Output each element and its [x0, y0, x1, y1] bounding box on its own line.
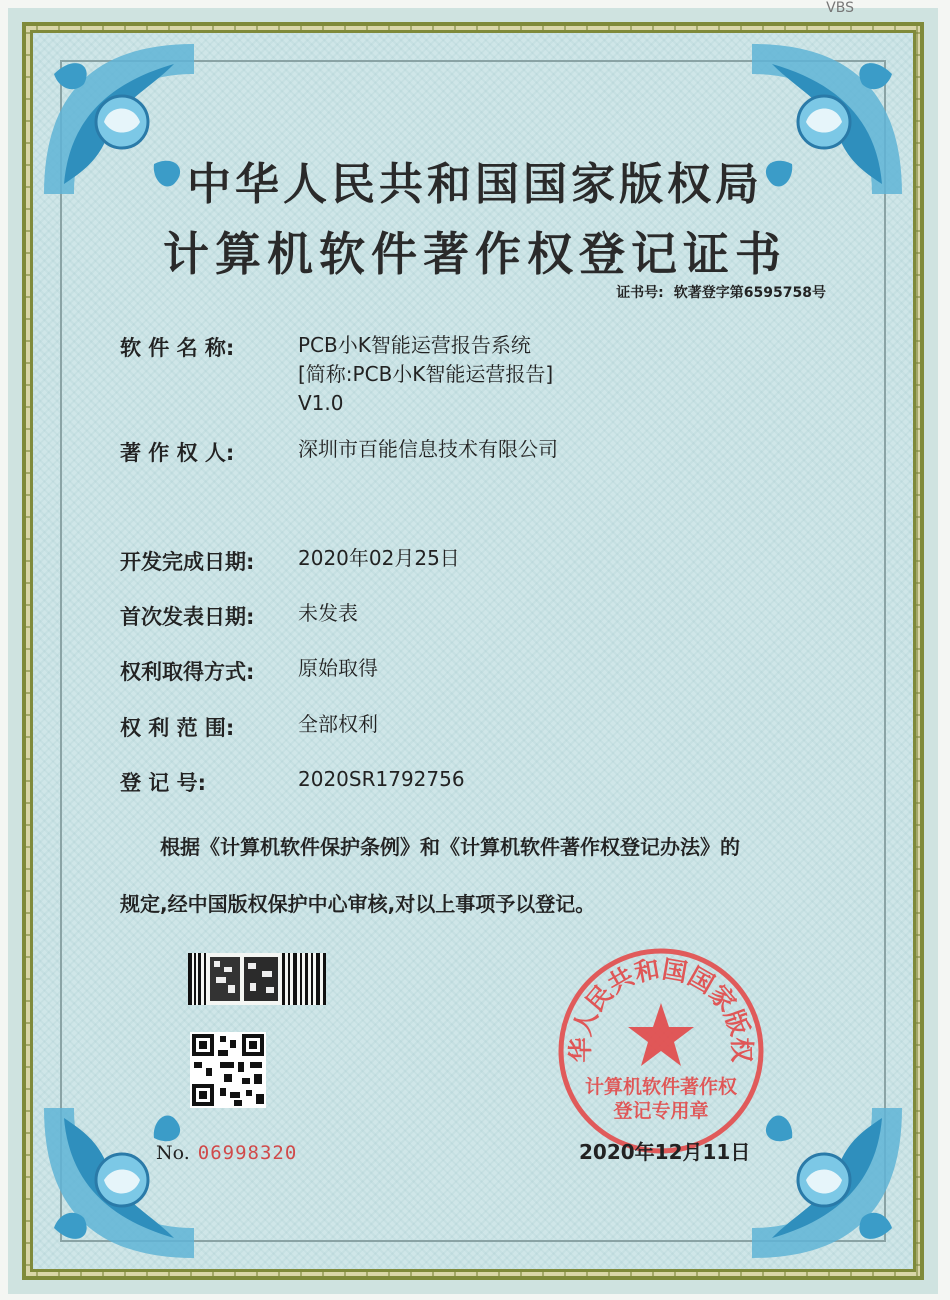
software-name-line2: [简称:PCB小K智能运营报告] — [298, 362, 554, 386]
registration-number-label: 登 记 号: — [120, 771, 207, 795]
legal-basis-line2: 规定,经中国版权保护中心审核,对以上事项予以登记。 — [120, 892, 596, 916]
seal-line2: 登记专用章 — [613, 1100, 709, 1122]
software-name-label: 软 件 名 称: — [120, 336, 235, 360]
serial-number-value: 06998320 — [197, 1142, 298, 1164]
serial-number — [156, 1142, 297, 1164]
issuer-title: 中华人民共和国国家版权局 — [187, 159, 763, 210]
barcode-icon — [188, 953, 326, 1005]
copyright-owner-label: 著 作 权 人: — [120, 441, 235, 465]
copyright-owner-value: 深圳市百能信息技术有限公司 — [298, 437, 558, 461]
acquisition-value: 原始取得 — [298, 656, 378, 680]
certificate-number-value: 软著登字第6595758号 — [673, 285, 826, 301]
corner-ornament-icon — [742, 1098, 912, 1268]
serial-number-label: No. — [156, 1142, 190, 1164]
official-seal-icon — [555, 945, 767, 1157]
completion-date-label: 开发完成日期: — [120, 550, 255, 574]
registration-number-value: 2020SR1792756 — [298, 767, 465, 791]
scope-label: 权 利 范 围: — [120, 716, 235, 740]
acquisition-label: 权利取得方式: — [120, 660, 255, 684]
corner-ornament-icon — [34, 1098, 204, 1268]
corner-handwritten-mark: VBS — [826, 0, 854, 16]
first-publish-label: 首次发表日期: — [120, 605, 255, 629]
software-version: V1.0 — [298, 391, 344, 415]
document-title: 计算机软件著作权登记证书 — [163, 227, 787, 281]
scope-value: 全部权利 — [298, 712, 378, 736]
first-publish-value: 未发表 — [298, 601, 358, 625]
software-name-line1: PCB小K智能运营报告系统 — [298, 333, 531, 357]
completion-date-value: 2020年02月25日 — [298, 546, 460, 570]
legal-basis-line1: 根据《计算机软件保护条例》和《计算机软件著作权登记办法》的 — [160, 835, 740, 859]
qr-code-icon — [190, 1032, 266, 1108]
certificate-number — [616, 282, 826, 302]
seal-outer-text: 华人民共和国国家版权 — [565, 954, 757, 1063]
certificate-number-label: 证书号: — [616, 285, 664, 301]
issue-date: 2020年12月11日 — [579, 1140, 751, 1164]
seal-line1: 计算机软件著作权 — [584, 1076, 738, 1098]
